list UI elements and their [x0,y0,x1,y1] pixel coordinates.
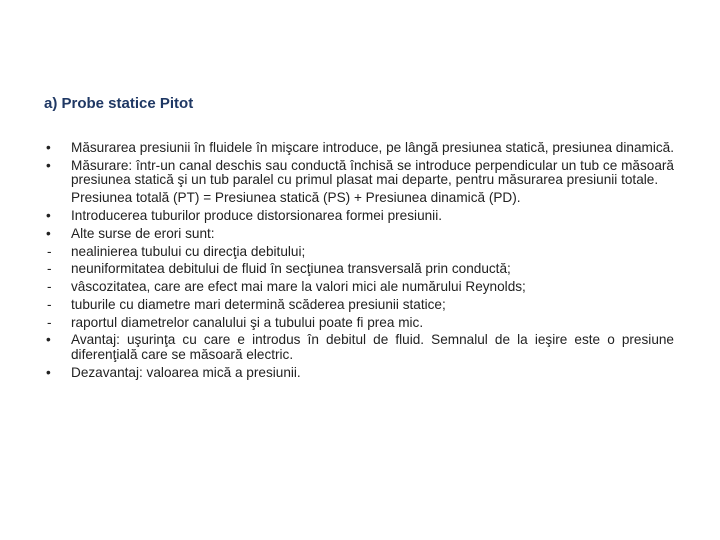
list-item-text: Dezavantaj: valoarea mică a presiunii. [71,364,301,380]
list-item-text: Avantaj: uşurinţa cu care e introdus în debitul de fluid. Semnalul de la ieşire este o presiune diferenţială care se măsoară electric. [71,332,674,362]
list-item-text: Măsurarea presiunii în fluidele în mişcare introduce, pe lângă presiunea statică, presiunea dinamică. [71,140,674,155]
list-item-text: Introducerea tuburilor produce distorsionarea formei presiunii. [71,207,443,223]
dash-marker: - [47,261,52,277]
dash-marker: - [47,296,52,312]
list-item-text: raportul diametrelor canalului şi a tubului poate fi prea mic. [71,314,424,330]
list-item [44,333,674,362]
list-item [44,298,674,313]
list-item [44,245,674,260]
bullet-marker: • [46,140,51,155]
dash-marker: - [47,243,52,259]
bullet-marker: • [46,364,51,380]
dash-marker: - [47,314,52,330]
list-item [44,209,674,224]
list-item [44,262,674,277]
bullet-marker: • [46,157,51,173]
list-item [44,159,674,188]
list-item-continuation [44,191,674,206]
list-item-text: vâscozitatea, care are efect mai mare la valori mici ale numărului Reynolds; [71,279,526,295]
list-item-text: nealinierea tubului cu direcţia debitului; [71,243,306,259]
list-item-text: tuburile cu diametre mari determină scăderea presiunii statice; [71,296,446,312]
list-item [44,316,674,331]
dash-marker: - [47,279,52,295]
bullet-marker: • [46,225,51,241]
list-item-text: Măsurare: într-un canal deschis sau conductă închisă se introduce perpendicular un tub ce măsoară presiunea statică şi un tub paralel cu primul plasat mai departe, pentru măsurarea presiunii totale. [71,157,674,188]
bullet-list [44,141,674,384]
list-item [44,366,674,381]
slide-title: a) Probe statice Pitot [44,95,194,112]
list-item-text: neuniformitatea debitului de fluid în secţiunea transversală prin conductă; [71,261,511,277]
list-item-text: Presiunea totală (PT) = Presiunea statică (PS) + Presiunea dinamică (PD). [71,190,521,206]
list-item [44,227,674,242]
list-item [44,141,674,156]
bullet-marker: • [46,332,51,348]
bullet-marker: • [46,207,51,223]
list-item [44,280,674,295]
list-item-text: Alte surse de erori sunt: [71,225,215,241]
